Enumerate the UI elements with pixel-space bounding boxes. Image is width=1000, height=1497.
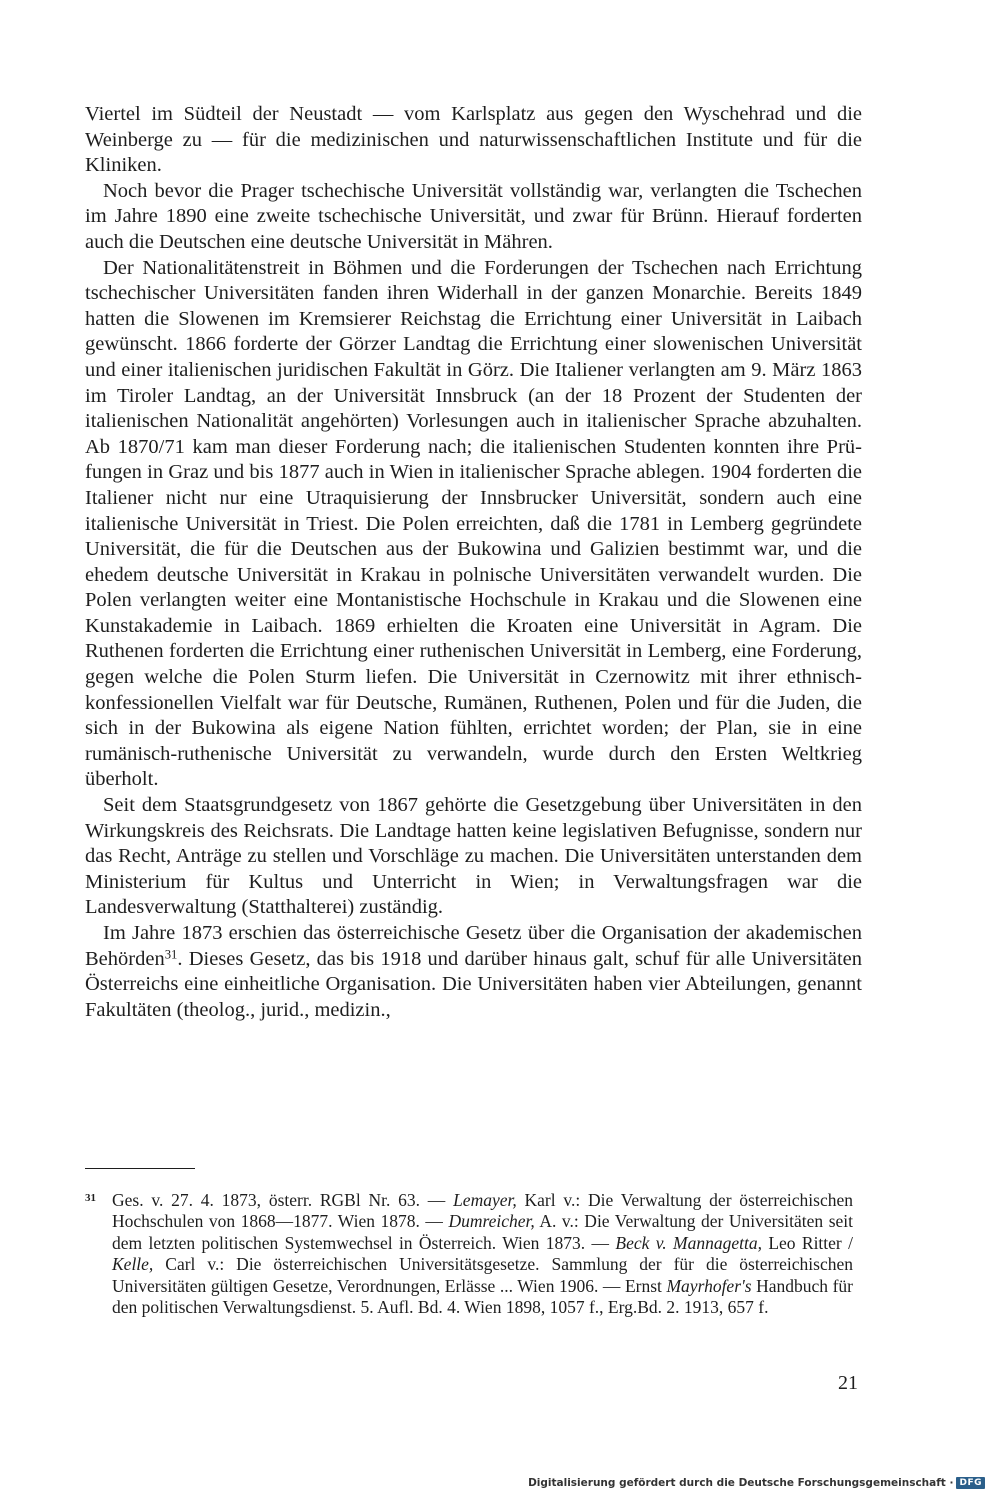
footnote-segment: A. v.: Die Verwaltung der Universitäten seit dem letzten politischen Systemwechsel in Österreich. Wien 1873. — bbox=[112, 1211, 853, 1253]
paragraph: Noch bevor die Prager tschechische Universität vollständig war, verlangten die Tschechen im Jahre 1890 eine zweite tschechische Universität, und zwar für Brünn. Hierauf forderten auch die Deutschen eine deutsche Universität in Mähren. bbox=[85, 179, 862, 253]
footnote bbox=[85, 1190, 853, 1318]
paragraph: Seit dem Staatsgrundgesetz von 1867 gehörte die Gesetzgebung über Universitäten in den Wirkungskreis des Reichsrats. Die Landtage hatten keine legislativen Befugnisse, sondern nur das Recht, Anträge zu stellen und Vorschläge zu machen. Die Universitäten unterstanden dem Ministerium für Kultus und Unterricht in Wien; in Verwaltungsfragen war die Landesverwaltung (Statthalterei) zuständig. bbox=[85, 794, 862, 919]
author-name: Beck v. Mannagetta, bbox=[615, 1232, 762, 1253]
author-name: Lemayer, bbox=[453, 1190, 517, 1210]
footnote-segment: Carl v.: Die österreichischen Universitätsgesetze. Sammlung der für die österreichischen Universitäten gültigen Gesetze, Verordnungen, Erlässe ... Wien 1906. — Ernst bbox=[112, 1254, 853, 1296]
body-text bbox=[85, 102, 862, 1023]
footnote-reference: 31 bbox=[164, 947, 178, 962]
footnote-segment: Karl v.: Die Verwaltung der österreichischen Hochschulen von 1868—1877. Wien 1878. — bbox=[112, 1190, 853, 1232]
paragraph: Viertel im Südteil der Neustadt — vom Karlsplatz aus gegen den Wyschehrad und die Weinberge zu — für die medizinischen und naturwissenschaftlichen Institute und für die Kliniken. bbox=[85, 103, 862, 177]
footnote-separator bbox=[85, 1168, 195, 1169]
credit-text: Digitalisierung gefördert durch die Deutsche Forschungsgemeinschaft · bbox=[528, 1477, 954, 1489]
paragraph: Der Nationalitätenstreit in Böhmen und die Forderungen der Tschechen nach Errichtung tschechischer Universitäten fanden ihren Widerhall in der ganzen Monarchie. Bereits 1849 hatten die Slowenen im Kremsierer Reichstag die Errichtung einer Universität in Laibach gewünscht. 1866 forderte der Görzer Landtag die Errichtung einer slowenischen Universität und einer italienischen juridischen Fakultät in Görz. Die Italiener verlangten am 9. März 1863 im Tiroler Landtag, an der Universität Innsbruck (an der 18 Prozent der Studenten der italienischen Nationalität angehörten) Vorlesungen auch in italienischer Sprache abzuhalten. Ab 1870/71 kam man dieser Forderung nach; die italienischen Studenten konnten ihre Prüfungen in Graz und bis 1877 auch in Wien in italienischer Sprache ablegen. 1904 forderten die Italiener nicht nur eine Utraquisierung der Innsbrucker Universität, sondern auch eine italienische Universität in Triest. Die Polen erreichten, daß die 1781 in Lemberg gegründete Universität, die für die Deutschen aus der Bukowina und Galizien bestimmt war, und die ehedem deutsche Universität in Krakau in polnische Universitäten verwandelt wurden. Die Polen verlangten weiter eine Montanistische Hochschule in Krakau und die Slowenen eine Kunstakademie in Laibach. 1869 erhielten die Kroaten eine Universität in Agram. Die Ruthenen forderten die Errichtung einer ruthenischen Universität in Lemberg, eine Forderung, gegen welche die Polen Sturm liefen. Die Universität in Czernowitz mit ihrer ethnisch-konfessionellen Vielfalt war für Deutsche, Rumänen, Ruthenen, Polen und für die Juden, die sich in der Bukowina als eigene Nation fühlten, errichtet worden; der Plan, sie in eine rumänisch-ruthenische Universität zu verwandeln, wurde durch den Ersten Weltkrieg überholt. bbox=[85, 256, 862, 791]
digitization-credit bbox=[528, 1477, 985, 1489]
footnote-text bbox=[112, 1190, 853, 1318]
footnote-marker: 31 bbox=[85, 1192, 96, 1204]
author-name: Kelle, bbox=[112, 1254, 154, 1275]
page-number: 21 bbox=[838, 1372, 858, 1394]
dfg-logo: DFG bbox=[956, 1477, 985, 1489]
footnote-segment: Ges. v. 27. 4. 1873, österr. RGBl Nr. 63. — bbox=[112, 1190, 454, 1210]
author-name: Mayrhofer's bbox=[666, 1275, 752, 1296]
paragraph-text: . Dieses Gesetz, das bis 1918 und darüber hinaus galt, schuf für alle Universitäten Österreichs eine einheitliche Organisation. Die Universitäten haben vier Abteilungen, genannt Fakultäten (theolog., jurid., medizin., bbox=[85, 947, 862, 1021]
footnote-segment: Leo Ritter / bbox=[761, 1232, 853, 1253]
footnote-segment: Handbuch für den politischen Verwaltungsdienst. 5. Aufl. Bd. 4. Wien 1898, 1057 f., Erg.Bd. 2. 1913, 657 f. bbox=[112, 1275, 854, 1318]
author-name: Dumreicher, bbox=[448, 1211, 535, 1232]
paragraph bbox=[85, 921, 862, 1023]
paragraph-text: Im Jahre 1873 erschien das österreichische Gesetz über die Organisation der akademischen Behörden bbox=[85, 922, 862, 970]
